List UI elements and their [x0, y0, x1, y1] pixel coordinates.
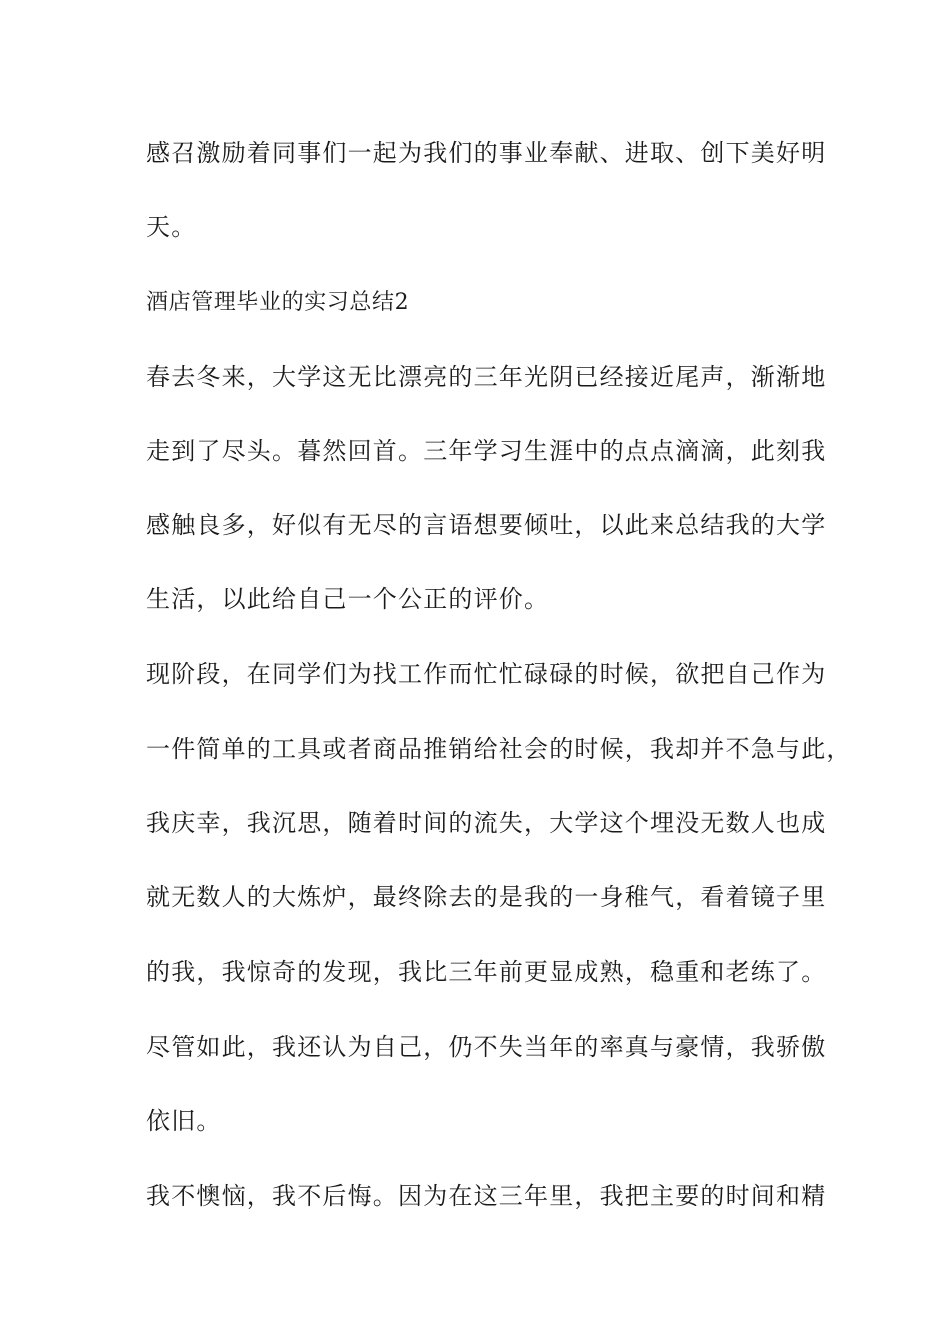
paragraph-line: 的我，我惊奇的发现，我比三年前更显成熟，稳重和老练了。 [146, 958, 827, 986]
paragraph-line: 感召激励着同事们一起为我们的事业奉献、进取、创下美好明 [146, 139, 827, 167]
paragraph-line: 感触良多，好似有无尽的言语想要倾吐，以此来总结我的大学 [146, 511, 827, 539]
section-heading: 酒店管理毕业的实习总结2 [146, 290, 410, 315]
paragraph-line: 我不懊恼，我不后悔。因为在这三年里，我把主要的时间和精 [146, 1182, 827, 1210]
paragraph-line: 我庆幸，我沉思，随着时间的流失，大学这个埋没无数人也成 [146, 809, 827, 837]
paragraph-line: 尽管如此，我还认为自己，仍不失当年的率真与豪情，我骄傲 [146, 1033, 827, 1061]
paragraph-line: 生活，以此给自己一个公正的评价。 [146, 585, 550, 613]
paragraph-line: 天。 [146, 213, 197, 241]
paragraph-line: 就无数人的大炼炉，最终除去的是我的一身稚气，看着镜子里 [146, 883, 827, 911]
paragraph-line: 春去冬来，大学这无比漂亮的三年光阴已经接近尾声，渐渐地 [146, 363, 827, 391]
paragraph-line: 一件简单的工具或者商品推销给社会的时候，我却并不急与此， [146, 735, 852, 763]
paragraph-line: 走到了尽头。暮然回首。三年学习生涯中的点点滴滴，此刻我 [146, 437, 827, 465]
paragraph-line: 依旧。 [146, 1107, 222, 1135]
paragraph-line: 现阶段，在同学们为找工作而忙忙碌碌的时候，欲把自己作为 [146, 660, 827, 688]
